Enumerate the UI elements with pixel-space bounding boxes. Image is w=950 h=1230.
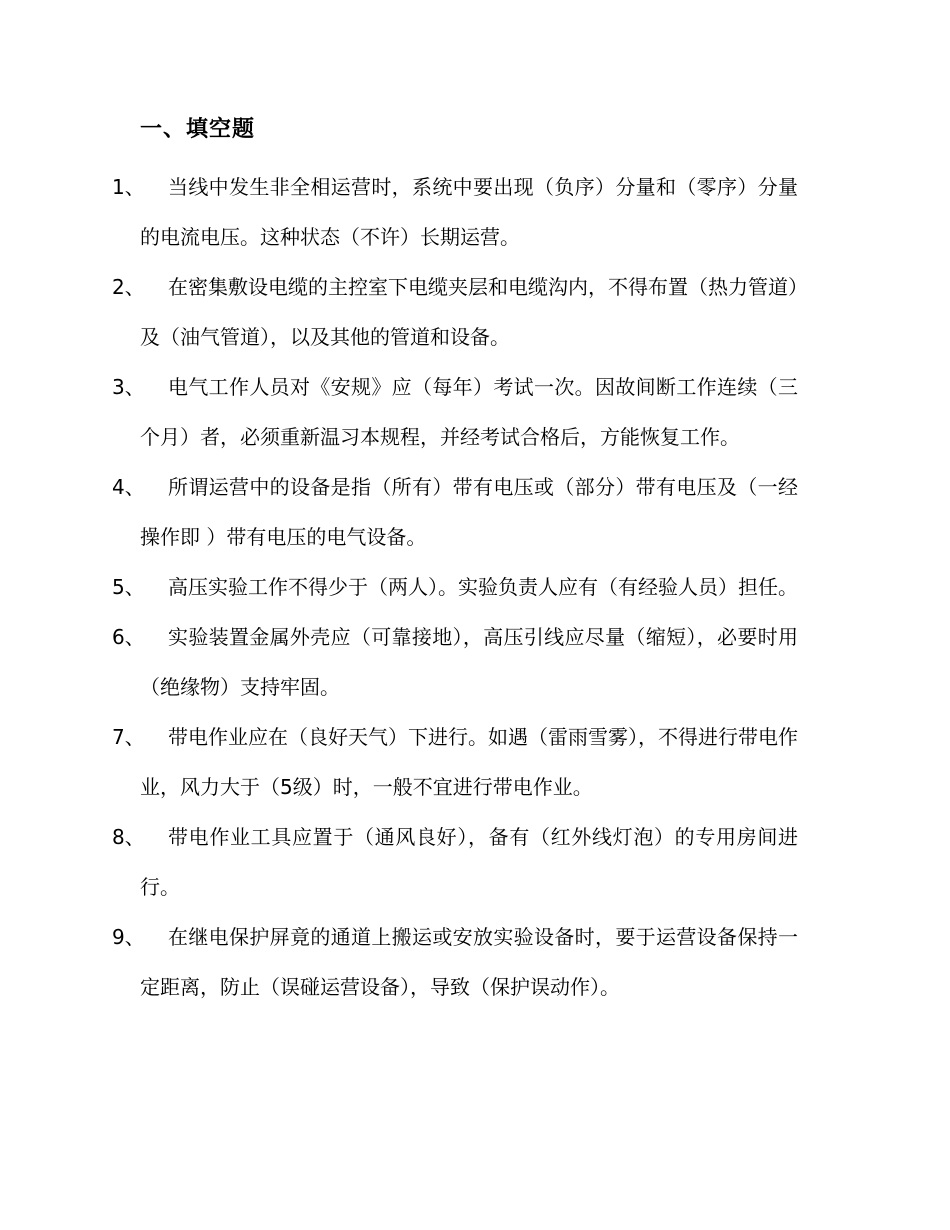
question-text: 在继电保护屏竟的通道上搬运或安放实验设备时，要于运营设备保持一定距离，防止（误碰运营设备），导致（保护误动作）。	[140, 925, 798, 999]
question-number: 3、	[112, 375, 145, 399]
question-item-1	[112, 162, 812, 262]
question-number: 1、	[112, 175, 145, 199]
question-item-2	[112, 262, 812, 362]
question-item-6	[112, 612, 812, 712]
question-number: 5、	[112, 575, 145, 599]
question-text: 实验装置金属外壳应（可靠接地），高压引线应尽量（缩短），必要时用（绝缘物）支持牢固。	[140, 625, 798, 699]
question-item-4	[112, 462, 812, 562]
question-number: 2、	[112, 275, 145, 299]
question-item-5	[112, 562, 812, 612]
question-item-9	[112, 912, 812, 1012]
question-text: 在密集敷设电缆的主控室下电缆夹层和电缆沟内，不得布置（热力管道）及（油气管道），以及其他的管道和设备。	[140, 275, 798, 349]
question-number: 7、	[112, 725, 145, 749]
question-list	[112, 162, 812, 1012]
question-text: 带电作业应在（良好天气）下进行。如遇（雷雨雪雾），不得进行带电作业，风力大于（5级）时，一般不宜进行带电作业。	[140, 725, 798, 799]
question-item-8	[112, 812, 812, 912]
question-text: 带电作业工具应置于（通风良好），备有（红外线灯泡）的专用房间进行。	[140, 825, 798, 899]
question-number: 6、	[112, 625, 145, 649]
question-number: 4、	[112, 475, 145, 499]
question-text: 所谓运营中的设备是指（所有）带有电压或（部分）带有电压及（一经操作即 ）带有电压的电气设备。	[140, 475, 798, 549]
question-text: 当线中发生非全相运营时，系统中要出现（负序）分量和（零序）分量的电流电压。这种状态（不许）长期运营。	[140, 175, 798, 249]
question-text: 高压实验工作不得少于（两人）。实验负责人应有（有经验人员）担任。	[168, 575, 798, 599]
question-number: 9、	[112, 925, 145, 949]
question-item-7	[112, 712, 812, 812]
question-text: 电气工作人员对《安规》应（每年）考试一次。因故间断工作连续（三个月）者，必须重新温习本规程，并经考试合格后，方能恢复工作。	[140, 375, 798, 449]
section-title: 一、填空题	[140, 117, 256, 142]
question-item-3	[112, 362, 812, 462]
question-number: 8、	[112, 825, 145, 849]
